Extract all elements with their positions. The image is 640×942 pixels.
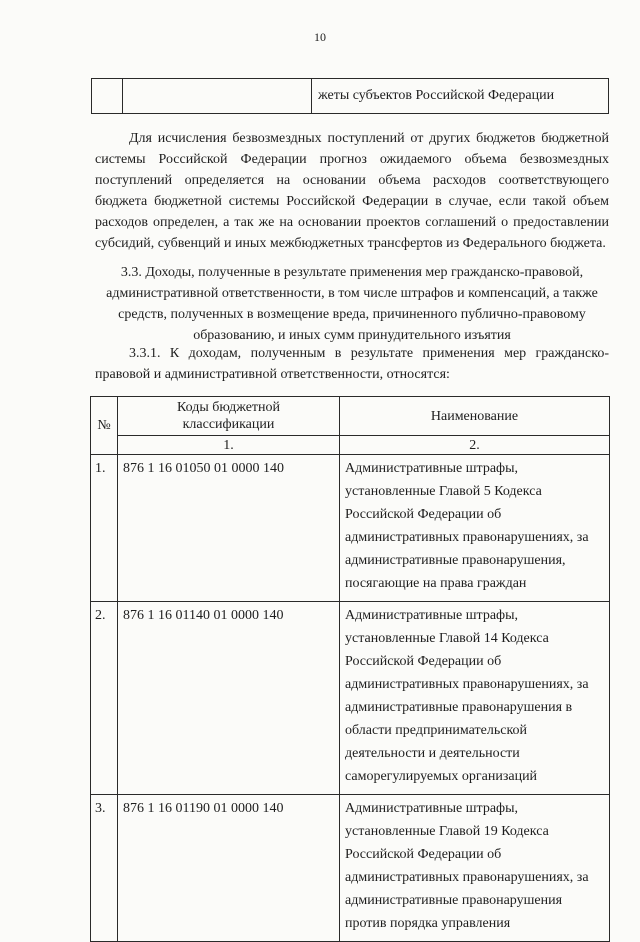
table-cell-text: жеты субъектов Российской Федерации [312, 79, 609, 114]
row-name: Административные штрафы, установленные Главой 14 Кодекса Российской Федерации об административных правонарушениях, за административные правонарушения в области предпринимательской деятельности и деятельности саморегулируемых организаций [340, 602, 610, 795]
row-num: 2. [91, 602, 118, 795]
row-name: Административные штрафы, установленные Главой 19 Кодекса Российской Федерации об административных правонарушениях, за административные правонарушения против порядка управления [340, 795, 610, 942]
table-header-row [91, 397, 610, 436]
header-name-index: 2. [340, 436, 610, 455]
row-code: 876 1 16 01140 01 0000 140 [118, 602, 340, 795]
row-num: 1. [91, 455, 118, 602]
row-name: Административные штрафы, установленные Главой 5 Кодекса Российской Федерации об административных правонарушениях, за административные правонарушения, посягающие на права граждан [340, 455, 610, 602]
header-code-index: 1. [118, 436, 340, 455]
table-cell-empty [123, 79, 312, 114]
continuation-table [91, 78, 609, 114]
table-index-row [91, 436, 610, 455]
page-number: 10 [314, 30, 326, 44]
header-code: Коды бюджетной классификации [118, 397, 340, 436]
header-num: № [91, 397, 118, 455]
paragraph-transfers: Для исчисления безвозмездных поступлений от других бюджетов бюджетной системы Российской Федерации прогноз ожидаемого объема безвозмездных поступлений определяется на основании объема расходов соответствующего бюджета бюджетной системы Российской Федерации в случае, если такой объем расходов определен, а так же на основании проектов соглашений о предоставлении субсидий, субвенций и иных межбюджетных трансфертов из Федерального бюджета. [95, 131, 609, 251]
table-row [91, 602, 610, 795]
table-row [91, 455, 610, 602]
row-code: 876 1 16 01050 01 0000 140 [118, 455, 340, 602]
row-num: 3. [91, 795, 118, 942]
income-codes-table [90, 396, 610, 942]
table-row [91, 795, 610, 942]
table-cell-empty [92, 79, 123, 114]
row-code: 876 1 16 01190 01 0000 140 [118, 795, 340, 942]
section-heading-3-3: 3.3. Доходы, полученные в результате применения мер гражданско-правовой, административной ответственности, в том числе штрафов и компенсаций, а также средств, полученных в возмещение вреда, причиненного публично-правовому образованию, и иных сумм принудительного изъятия [106, 265, 598, 343]
header-name: Наименование [340, 397, 610, 436]
paragraph-3-3-1: 3.3.1. К доходам, полученным в результате применения мер гражданско-правовой и административной ответственности, относятся: [95, 346, 609, 382]
table-row [92, 79, 609, 114]
